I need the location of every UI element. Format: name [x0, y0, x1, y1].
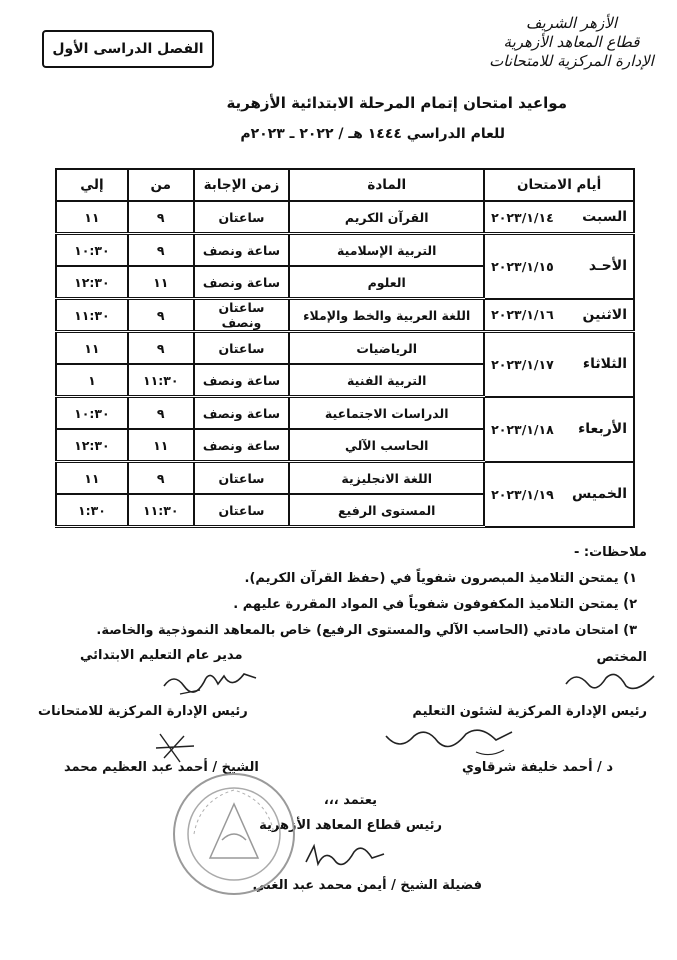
- table-header-row: [56, 169, 634, 201]
- notes-section: [96, 540, 647, 644]
- note-item: ٢) يمتحن التلاميذ المكفوفون شفوياً في المواد المقررة عليهم .: [233, 597, 637, 612]
- start-time-cell: ٩: [128, 299, 194, 332]
- duration-cell: ساعة ونصف: [194, 266, 290, 299]
- notes-title: ملاحظات: -: [573, 545, 647, 560]
- subject-cell: اللغة الانجليزية: [289, 462, 484, 495]
- exam-day-cell: [484, 332, 634, 397]
- subject-cell: المستوى الرفيع: [289, 494, 484, 527]
- end-time-cell: ١١:٣٠: [56, 299, 128, 332]
- sector-head-name: فضيلة الشيخ / أيمن محمد عبد الغني: [252, 878, 482, 893]
- exam-day-cell: [484, 299, 634, 332]
- duration-cell: ساعتان: [194, 332, 290, 365]
- note-item: ١) يمتحن التلاميذ المبصرون شفوياً في (حفظ القرآن الكريم).: [244, 571, 637, 586]
- exam-date: ٢٠٢٣/١/١٧: [491, 356, 554, 372]
- subject-cell: الحاسب الآلي: [289, 429, 484, 462]
- specialist-label: المختص: [596, 650, 647, 665]
- end-time-cell: ١١: [56, 201, 128, 234]
- exams-signature-icon: [150, 728, 200, 768]
- note-item: ٣) امتحان مادتي (الحاسب الآلي والمستوى الرفيع) خاص بالمعاهد النموذجية والخاصة.: [96, 623, 637, 638]
- table-row: [56, 201, 634, 234]
- exam-day-cell: [484, 234, 634, 299]
- letterhead-line-1: الأزهر الشريف: [525, 14, 618, 32]
- duration-cell: ساعتان ونصف: [194, 299, 290, 332]
- education-signature-icon: [380, 722, 520, 762]
- end-time-cell: ١١: [56, 462, 128, 495]
- table-row: [56, 462, 634, 495]
- subject-cell: التربية الإسلامية: [289, 234, 484, 267]
- letterhead-line-3: الإدارة المركزية للامتحانات: [489, 52, 654, 70]
- exam-day: الخميس: [571, 486, 627, 502]
- table-body: [56, 201, 634, 527]
- exam-date: ٢٠٢٣/١/١٥: [491, 258, 554, 274]
- head-exams-title: رئيس الإدارة المركزية للامتحانات: [38, 704, 248, 719]
- document-title: مواعيد امتحان إتمام المرحلة الابتدائية الأزهرية: [226, 94, 567, 112]
- duration-cell: ساعة ونصف: [194, 234, 290, 267]
- start-time-cell: ٩: [128, 332, 194, 365]
- approved-label: يعتمد ،،،: [323, 793, 377, 808]
- subject-cell: القرآن الكريم: [289, 201, 484, 234]
- primary-director-title: مدير عام التعليم الابتدائي: [80, 648, 243, 663]
- end-time-cell: ١٢:٣٠: [56, 429, 128, 462]
- exam-schedule-table: [55, 168, 635, 528]
- specialist-signature-icon: [560, 664, 660, 700]
- header-days: أيام الامتحان: [484, 169, 634, 201]
- director-signature-icon: [160, 664, 260, 700]
- letterhead: [484, 14, 659, 71]
- duration-cell: ساعتان: [194, 494, 290, 527]
- end-time-cell: ١٠:٣٠: [56, 234, 128, 267]
- exam-day-cell: [484, 397, 634, 462]
- exam-day-cell: [484, 462, 634, 527]
- exam-date: ٢٠٢٣/١/١٨: [491, 421, 554, 437]
- letterhead-line-2: قطاع المعاهد الأزهرية: [503, 33, 640, 51]
- end-time-cell: ١٠:٣٠: [56, 397, 128, 430]
- exam-day: الثلاثاء: [582, 356, 627, 373]
- header-duration: زمن الإجابة: [194, 169, 290, 201]
- head-education-title: رئيس الإدارة المركزية لشئون التعليم: [412, 704, 647, 719]
- subject-cell: العلوم: [289, 266, 484, 299]
- exam-date: ٢٠٢٣/١/١٦: [491, 307, 554, 323]
- subject-cell: التربية الفنية: [289, 364, 484, 397]
- start-time-cell: ٩: [128, 201, 194, 234]
- exam-date: ٢٠٢٣/١/١٩: [491, 486, 554, 502]
- head-exams-name: الشيخ / أحمد عبد العظيم محمد: [64, 760, 259, 775]
- duration-cell: ساعة ونصف: [194, 397, 290, 430]
- end-time-cell: ١:٣٠: [56, 494, 128, 527]
- exam-date: ٢٠٢٣/١/١٤: [491, 209, 554, 225]
- exam-day: الأربعاء: [578, 421, 627, 437]
- sector-head-title: رئيس قطاع المعاهد الأزهرية: [259, 818, 442, 833]
- start-time-cell: ٩: [128, 397, 194, 430]
- end-time-cell: ١: [56, 364, 128, 397]
- semester-label: الفصل الدراسى الأول: [42, 30, 214, 68]
- start-time-cell: ٩: [128, 462, 194, 495]
- start-time-cell: ١١: [128, 429, 194, 462]
- subject-cell: الرياضيات: [289, 332, 484, 365]
- head-education-name: د / أحمد خليفة شرقاوي: [461, 760, 613, 775]
- table-row: [56, 299, 634, 332]
- official-seal-icon: [170, 770, 298, 898]
- header-subject: المادة: [289, 169, 484, 201]
- exam-day: الأحـد: [588, 258, 627, 275]
- start-time-cell: ١١:٣٠: [128, 494, 194, 527]
- end-time-cell: ١١: [56, 332, 128, 365]
- end-time-cell: ١٢:٣٠: [56, 266, 128, 299]
- document-subtitle: للعام الدراسي ١٤٤٤ هـ / ٢٠٢٢ ـ ٢٠٢٣م: [240, 126, 505, 142]
- start-time-cell: ١١:٣٠: [128, 364, 194, 397]
- duration-cell: ساعة ونصف: [194, 429, 290, 462]
- exam-day-cell: [484, 201, 634, 234]
- subject-cell: الدراسات الاجتماعية: [289, 397, 484, 430]
- exam-day: السبت: [582, 209, 627, 225]
- exam-day: الاثنين: [582, 306, 627, 323]
- subject-cell: اللغة العربية والخط والإملاء: [289, 299, 484, 332]
- start-time-cell: ٩: [128, 234, 194, 267]
- start-time-cell: ١١: [128, 266, 194, 299]
- table-row: [56, 234, 634, 267]
- duration-cell: ساعتان: [194, 201, 290, 234]
- duration-cell: ساعتان: [194, 462, 290, 495]
- table-row: [56, 397, 634, 430]
- table-row: [56, 332, 634, 365]
- header-to: إلي: [56, 169, 128, 201]
- header-from: من: [128, 169, 194, 201]
- duration-cell: ساعة ونصف: [194, 364, 290, 397]
- sector-head-signature-icon: [300, 838, 390, 874]
